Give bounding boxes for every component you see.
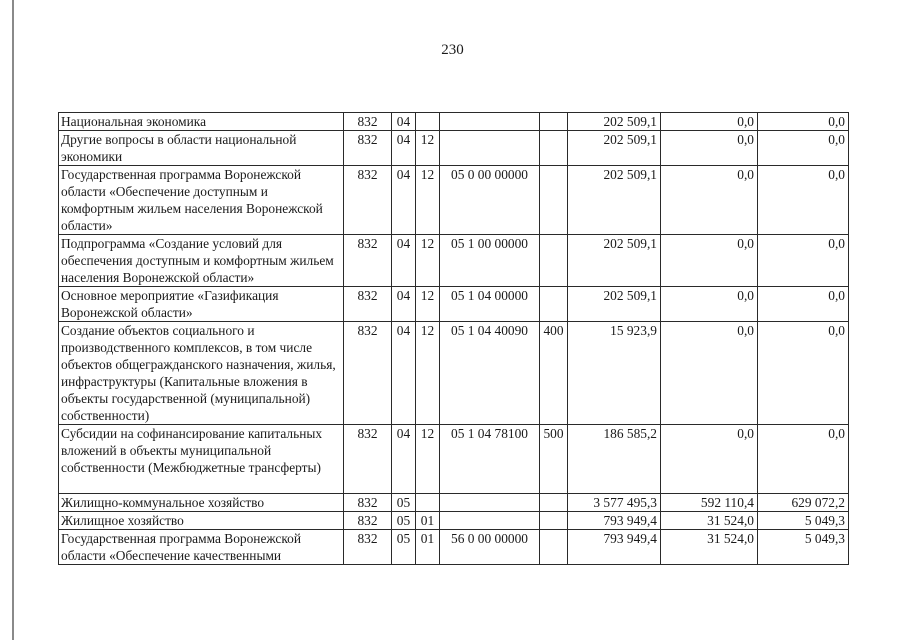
cell-amount-1: 202 509,1 xyxy=(568,166,661,235)
cell-ministry: 832 xyxy=(344,530,392,565)
cell-subsection: 12 xyxy=(416,235,440,287)
cell-name: Государственная программа Воронежской области «Обеспечение доступным и комфортным жильем населения Воронежской области» xyxy=(59,166,344,235)
cell-amount-1: 793 949,4 xyxy=(568,512,661,530)
cell-ministry: 832 xyxy=(344,287,392,322)
cell-subsection: 01 xyxy=(416,530,440,565)
cell-name: Государственная программа Воронежской области «Обеспечение качественными xyxy=(59,530,344,565)
cell-amount-2: 0,0 xyxy=(661,166,758,235)
cell-ministry: 832 xyxy=(344,131,392,166)
cell-ministry: 832 xyxy=(344,235,392,287)
cell-amount-2: 31 524,0 xyxy=(661,530,758,565)
cell-amount-2: 31 524,0 xyxy=(661,512,758,530)
cell-subsection: 12 xyxy=(416,166,440,235)
table-row xyxy=(59,530,849,565)
cell-section: 05 xyxy=(392,512,416,530)
cell-subsection: 12 xyxy=(416,322,440,425)
cell-target xyxy=(440,512,540,530)
cell-expense-type xyxy=(540,530,568,565)
cell-section: 04 xyxy=(392,235,416,287)
cell-expense-type: 500 xyxy=(540,425,568,494)
cell-target: 05 1 04 00000 xyxy=(440,287,540,322)
table-row xyxy=(59,425,849,494)
cell-amount-1: 15 923,9 xyxy=(568,322,661,425)
cell-amount-3: 5 049,3 xyxy=(758,530,849,565)
cell-ministry: 832 xyxy=(344,425,392,494)
table-row xyxy=(59,235,849,287)
cell-amount-2: 0,0 xyxy=(661,425,758,494)
cell-expense-type xyxy=(540,494,568,512)
cell-target: 56 0 00 00000 xyxy=(440,530,540,565)
page-number: 230 xyxy=(441,42,464,58)
cell-amount-1: 202 509,1 xyxy=(568,235,661,287)
cell-section: 04 xyxy=(392,322,416,425)
cell-amount-2: 0,0 xyxy=(661,131,758,166)
cell-amount-3: 0,0 xyxy=(758,322,849,425)
cell-amount-3: 0,0 xyxy=(758,166,849,235)
cell-subsection: 01 xyxy=(416,512,440,530)
cell-ministry: 832 xyxy=(344,113,392,131)
cell-ministry: 832 xyxy=(344,166,392,235)
cell-amount-1: 793 949,4 xyxy=(568,530,661,565)
cell-amount-3: 0,0 xyxy=(758,113,849,131)
cell-name: Другие вопросы в области национальной экономики xyxy=(59,131,344,166)
table-row xyxy=(59,287,849,322)
cell-section: 04 xyxy=(392,287,416,322)
cell-expense-type xyxy=(540,287,568,322)
cell-name: Национальная экономика xyxy=(59,113,344,131)
cell-subsection: 12 xyxy=(416,287,440,322)
cell-target xyxy=(440,494,540,512)
cell-target: 05 1 04 40090 xyxy=(440,322,540,425)
cell-amount-3: 0,0 xyxy=(758,235,849,287)
cell-amount-2: 0,0 xyxy=(661,322,758,425)
cell-target xyxy=(440,131,540,166)
cell-subsection: 12 xyxy=(416,425,440,494)
cell-amount-2: 0,0 xyxy=(661,287,758,322)
cell-section: 04 xyxy=(392,425,416,494)
cell-ministry: 832 xyxy=(344,494,392,512)
cell-section: 04 xyxy=(392,166,416,235)
cell-expense-type xyxy=(540,235,568,287)
cell-target: 05 0 00 00000 xyxy=(440,166,540,235)
cell-expense-type xyxy=(540,512,568,530)
cell-name: Жилищно-коммунальное хозяйство xyxy=(59,494,344,512)
cell-amount-2: 0,0 xyxy=(661,235,758,287)
table-row xyxy=(59,512,849,530)
cell-target: 05 1 00 00000 xyxy=(440,235,540,287)
cell-amount-1: 202 509,1 xyxy=(568,113,661,131)
cell-amount-1: 202 509,1 xyxy=(568,131,661,166)
cell-name: Создание объектов социального и производственного комплексов, в том числе объектов общегражданского назначения, жилья, инфраструктуры (Капитальные вложения в объекты государственной (муниципальной) собственности) xyxy=(59,322,344,425)
table-row xyxy=(59,494,849,512)
cell-amount-1: 3 577 495,3 xyxy=(568,494,661,512)
table-body xyxy=(59,113,849,565)
cell-section: 05 xyxy=(392,494,416,512)
cell-section: 04 xyxy=(392,113,416,131)
cell-section: 04 xyxy=(392,131,416,166)
cell-section: 05 xyxy=(392,530,416,565)
cell-amount-1: 202 509,1 xyxy=(568,287,661,322)
cell-amount-3: 0,0 xyxy=(758,131,849,166)
cell-expense-type xyxy=(540,113,568,131)
cell-ministry: 832 xyxy=(344,322,392,425)
cell-subsection xyxy=(416,113,440,131)
budget-table xyxy=(58,112,849,565)
cell-expense-type: 400 xyxy=(540,322,568,425)
cell-amount-2: 592 110,4 xyxy=(661,494,758,512)
table-row xyxy=(59,131,849,166)
cell-amount-2: 0,0 xyxy=(661,113,758,131)
cell-amount-3: 629 072,2 xyxy=(758,494,849,512)
cell-amount-3: 0,0 xyxy=(758,425,849,494)
cell-expense-type xyxy=(540,131,568,166)
cell-amount-3: 0,0 xyxy=(758,287,849,322)
cell-name: Основное мероприятие «Газификация Воронежской области» xyxy=(59,287,344,322)
cell-ministry: 832 xyxy=(344,512,392,530)
cell-subsection xyxy=(416,494,440,512)
table-row xyxy=(59,322,849,425)
cell-amount-3: 5 049,3 xyxy=(758,512,849,530)
cell-expense-type xyxy=(540,166,568,235)
cell-name: Субсидии на софинансирование капитальных вложений в объекты муниципальной собственности (Межбюджетные трансферты) xyxy=(59,425,344,494)
cell-target: 05 1 04 78100 xyxy=(440,425,540,494)
table-row xyxy=(59,113,849,131)
table-row xyxy=(59,166,849,235)
cell-target xyxy=(440,113,540,131)
scan-edge xyxy=(12,0,14,640)
cell-name: Подпрограмма «Создание условий для обеспечения доступным и комфортным жильем населения Воронежской области» xyxy=(59,235,344,287)
cell-amount-1: 186 585,2 xyxy=(568,425,661,494)
cell-name: Жилищное хозяйство xyxy=(59,512,344,530)
cell-subsection: 12 xyxy=(416,131,440,166)
